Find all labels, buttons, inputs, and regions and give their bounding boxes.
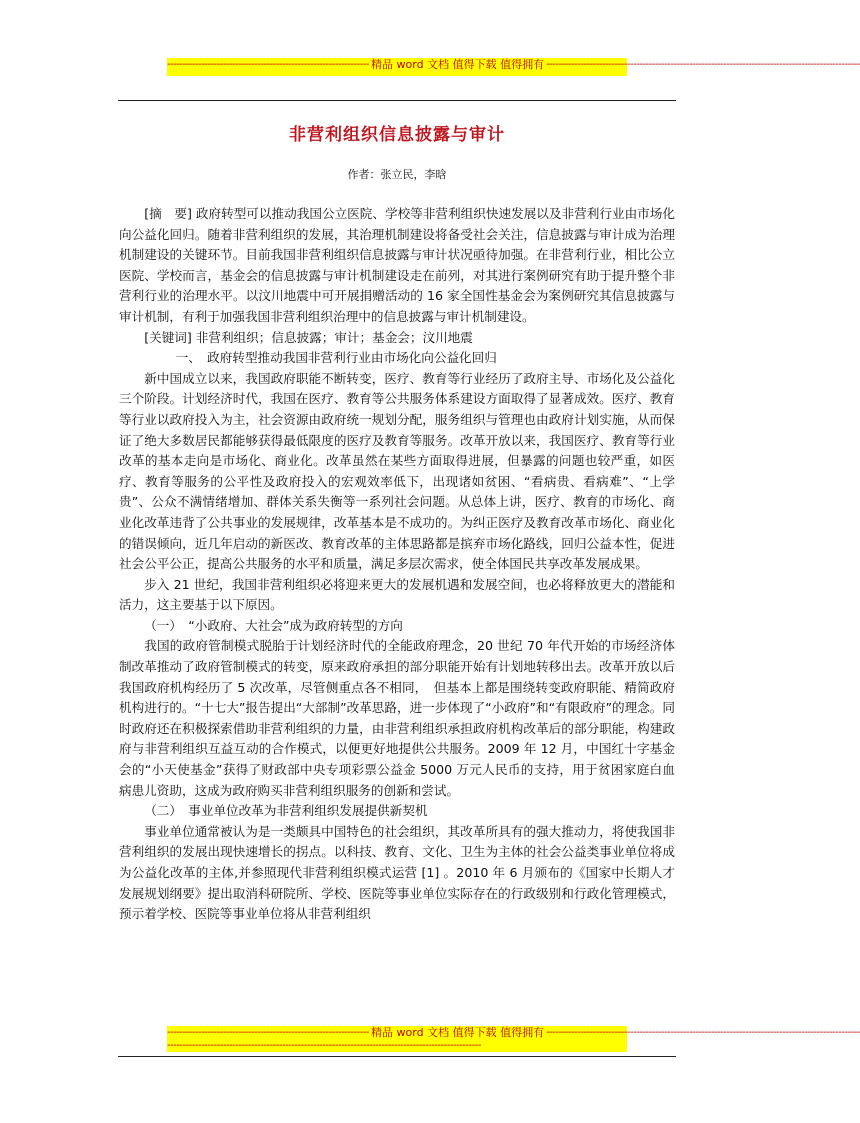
- subsection-heading: （一） “小政府、大社会”成为政府转型的方向: [144, 617, 403, 633]
- body-paragraph: 事业单位通常被认为是一类颇具中国特色的社会组织，其改革所具有的强大推动力，将使我国非营利组织的发展出现快速增长的拐点。以科技、教育、文化、卫生为主体的社会公益类事业单位将成为公益化改革的主体,并参照现代非营利组织模式运营 [1] 。2010 年 6 月颁布的《国家中长期人才发展规划纲要》提出取消科研院所、学校、医院等事业单位实际存在的行政级别和行政化管理模式，预示着学校、医院等事业单位将从非营利组织: [119, 823, 675, 922]
- body-paragraph: 新中国成立以来，我国政府职能不断转变，医疗、教育等行业经历了政府主导、市场化及公益化三个阶段。计划经济时代，我国在医疗、教育等公共服务体系建设方面取得了显著成效。医疗、教育等行业以政府投入为主，社会资源由政府统一规划分配，服务组织与管理也由政府计划实施，从而保证了绝大多数居民都能够获得最低限度的医疗及教育等服务。改革开放以来，我国医疗、教育等行业改革的基本走向是市场化、商业化。改革虽然在某些方面取得进展，但暴露的问题也较严重，如医疗、教育等服务的公平性及政府投入的宏观效率低下，出现诸如贫困、“看病贵、看病难”、“上学贵”、公众不满情绪增加、群体关系失衡等一系列社会问题。从总体上讲，医疗、教育的市场化、商业化改革违背了公共事业的发展规律，改革基本是不成功的。为纠正医疗及教育改革市场化、商业化的错误倾向，近几年启动的新医改、教育改革的主体思路都是摈弃市场化路线，回归公益本性，促进社会公平公正，提高公共服务的水平和质量，满足多层次需求，使全体国民共享改革发展成果。: [119, 370, 675, 572]
- footer-banner: [167, 1026, 860, 1040]
- article-body: [119, 204, 675, 925]
- banner-dashes-left: -----------------------------------------------------------------: [167, 1027, 370, 1038]
- banner-text: 精品 word 文档 值得下载 值得拥有: [371, 58, 545, 71]
- footer-banner-underlay: [167, 1040, 627, 1052]
- article-title: 非营利组织信息披露与审计: [289, 125, 505, 145]
- header-banner: [167, 58, 860, 72]
- body-paragraph: 步入 21 世纪，我国非营利组织必将迎来更大的发展机遇和发展空间，也必将释放更大的潜能和活力，这主要基于以下原因。: [119, 576, 675, 613]
- section-heading: 一、 政府转型推动我国非营利行业由市场化向公益化回归: [175, 350, 497, 366]
- banner-text: 精品 word 文档 值得下载 值得拥有: [371, 1026, 545, 1039]
- banner-dashes-right: -----------------------------------------------------------------------------------------------------: [546, 1027, 860, 1038]
- banner-dashes-left: -----------------------------------------------------------------: [167, 59, 370, 70]
- header-rule: [118, 100, 676, 101]
- abstract-paragraph: [摘 要] 政府转型可以推动我国公立医院、学校等非营利组织快速发展以及非营利行业由市场化向公益化回归。随着非营利组织的发展，其治理机制建设将备受社会关注，信息披露与审计成为治理机制建设的关键环节。目前我国非营利组织信息披露与审计状况亟待加强。在非营利行业，相比公立医院、学校而言，基金会的信息披露与审计机制建设走在前列，对其进行案例研究有助于提升整个非营利行业的治理水平。以汶川地震中可开展捐赠活动的 16 家全国性基金会为案例研究其信息披露与审计机制，有利于加强我国非营利组织治理中的信息披露与审计机制建设。: [119, 206, 675, 324]
- header-banner-underlay: [167, 72, 627, 76]
- footer-rule: [118, 1056, 676, 1057]
- subsection-heading: （二） 事业单位改革为非营利组织发展提供新契机: [144, 803, 428, 819]
- keywords-paragraph: [关键词] 非营利组织；信息披露；审计；基金会；汶川地震: [144, 329, 473, 345]
- body-paragraph: 我国的政府管制模式脱胎于计划经济时代的全能政府理念，20 世纪 70 年代开始的市场经济体制改革推动了政府管制模式的转变，原来政府承担的部分职能开始有计划地转移出去。改革开放以后我国政府机构经历了 5 次改革，尽管侧重点各不相同， 但基本上都是围绕转变政府职能、精简政府机构进行的。“十七大”报告提出“大部制”改革思路，进一步体现了“小政府”和“有限政府”的理念。同时政府还在积极探索借助非营利组织的力量，由非营利组织承担政府机构改革后的部分职能，构建政府与非营利组织互益互动的合作模式，以便更好地提供公共服务。2009 年 12 月，中国红十字基金会的“小天使基金”获得了财政部中央专项彩票公益金 5000 万元人民币的支持，用于贫困家庭白血病患儿资助，这成为政府购买非营利组织服务的创新和尝试。: [119, 638, 675, 798]
- banner-dashes-full: -----------------------------------------------------------------------------------------------------: [167, 1040, 481, 1051]
- article-author: 作者：张立民，李晗: [347, 168, 447, 181]
- banner-dashes-right: -----------------------------------------------------------------------------------------------------: [546, 59, 860, 70]
